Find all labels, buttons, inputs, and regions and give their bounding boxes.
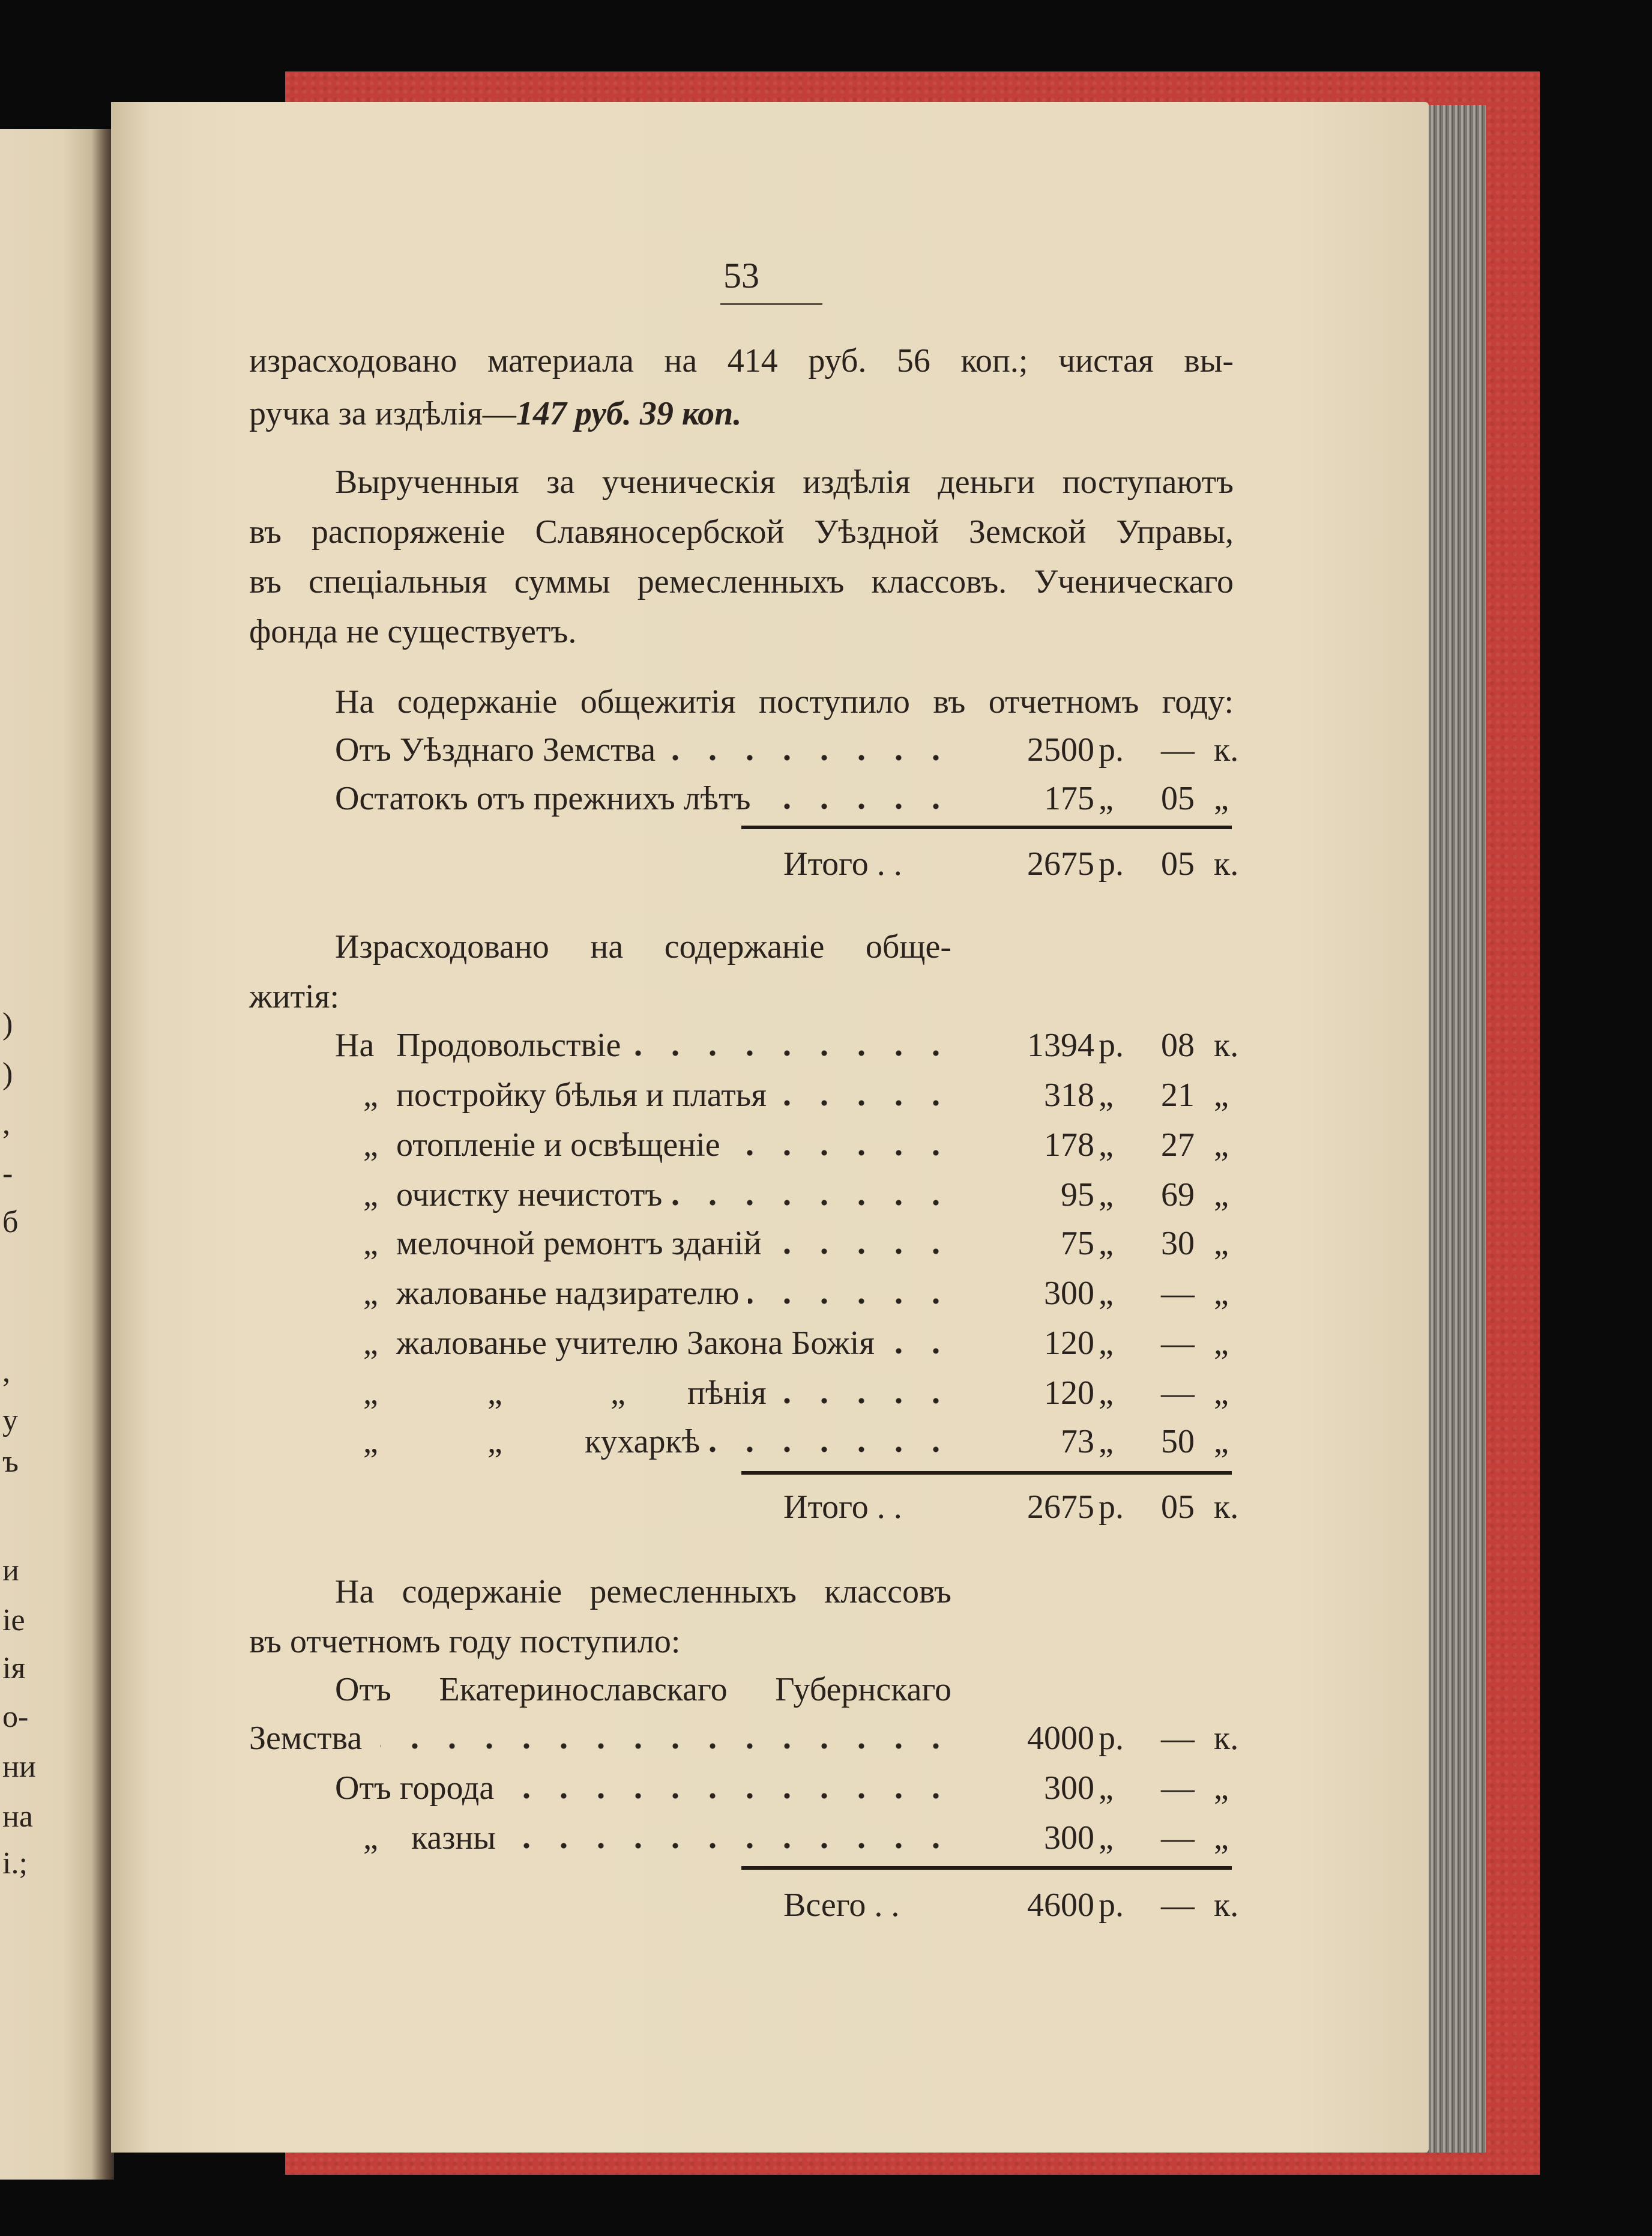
left-page-text-fragment: ) bbox=[2, 1007, 13, 1041]
sum-rule bbox=[741, 1471, 1232, 1475]
table-row bbox=[0, 1174, 1652, 1216]
unit-kopecks: „ bbox=[1214, 1077, 1229, 1114]
table-row bbox=[0, 778, 1652, 820]
leader-dots bbox=[629, 1024, 954, 1066]
left-page-text-fragment: и bbox=[2, 1553, 19, 1588]
amount-rubles: 120 bbox=[1044, 1374, 1094, 1412]
unit-rubles: р. bbox=[1099, 845, 1124, 883]
paragraph2-line4: фонда не существуетъ. bbox=[249, 613, 577, 650]
leader-dots bbox=[775, 1074, 954, 1116]
sum-rule bbox=[741, 1866, 1232, 1870]
ditto-mark: „ bbox=[363, 1176, 378, 1213]
amount-rubles: 73 bbox=[1061, 1423, 1094, 1460]
ditto-mark: „ bbox=[487, 1423, 502, 1460]
crafts-sub-line: Отъ Екатеринославскаго Губернскаго bbox=[335, 1671, 951, 1708]
unit-rubles: р. bbox=[1099, 1720, 1124, 1757]
left-page-text-fragment: , bbox=[2, 1355, 10, 1389]
table-row bbox=[0, 1817, 1652, 1859]
left-page-text-fragment: , bbox=[2, 1107, 10, 1141]
left-page-text-fragment: о- bbox=[2, 1700, 29, 1734]
crafts-heading-line1: На содержаніе ремесленныхъ классовъ bbox=[335, 1573, 951, 1610]
amount-rubles: 175 bbox=[1044, 780, 1094, 817]
amount-rubles: 318 bbox=[1044, 1077, 1094, 1114]
amount-rubles: 300 bbox=[1044, 1819, 1094, 1857]
amount-rubles: 120 bbox=[1044, 1325, 1094, 1362]
left-page-text-fragment: і.; bbox=[2, 1846, 28, 1881]
total-rubles: 2675 bbox=[1027, 845, 1094, 883]
unit-rubles: „ bbox=[1099, 1423, 1114, 1460]
paragraph1-line2 bbox=[249, 393, 741, 435]
unit-rubles: „ bbox=[1099, 1225, 1114, 1262]
amount-kopecks: 69 bbox=[1161, 1176, 1195, 1213]
table-row bbox=[0, 1024, 1652, 1066]
amount-kopecks: — bbox=[1161, 1720, 1195, 1757]
left-page-text-fragment: ъ bbox=[2, 1445, 19, 1479]
table-row bbox=[0, 1372, 1652, 1414]
unit-kopecks: „ bbox=[1214, 1225, 1229, 1262]
row-label: очистку нечистотъ bbox=[396, 1176, 663, 1213]
leader-dots bbox=[671, 1174, 954, 1216]
ditto-mark: „ bbox=[363, 1374, 378, 1412]
unit-kopecks: „ bbox=[1214, 1374, 1229, 1412]
unit-kopecks: „ bbox=[1214, 1126, 1229, 1164]
table-row bbox=[0, 1767, 1652, 1809]
unit-rubles: р. bbox=[1099, 1027, 1124, 1064]
table-row bbox=[0, 1222, 1652, 1265]
page-number-rule bbox=[720, 303, 822, 305]
left-page-text-fragment: у bbox=[2, 1403, 18, 1437]
ditto-mark: „ bbox=[610, 1374, 626, 1412]
total-rubles: 2675 bbox=[1027, 1488, 1094, 1526]
row-label: мелочной ремонтъ зданій bbox=[396, 1225, 762, 1262]
unit-kopecks: к. bbox=[1214, 1488, 1239, 1526]
ditto-mark: „ bbox=[487, 1374, 502, 1412]
amount-kopecks: 50 bbox=[1161, 1423, 1195, 1460]
amount-kopecks: 08 bbox=[1161, 1027, 1195, 1064]
unit-kopecks: к. bbox=[1214, 1027, 1239, 1064]
total-kopecks: — bbox=[1161, 1887, 1195, 1924]
paragraph2-line3: въ спеціальныя суммы ремесленныхъ классовъ. Ученическаго bbox=[249, 563, 1234, 600]
ditto-mark: „ bbox=[363, 1275, 378, 1312]
row-label: Отъ Уѣзднаго Земства bbox=[335, 731, 656, 769]
leader-dots bbox=[502, 1767, 954, 1809]
left-page-text-fragment: іе bbox=[2, 1603, 25, 1637]
total-row bbox=[0, 1884, 1652, 1926]
row-label: Земства bbox=[249, 1720, 363, 1757]
total-row bbox=[0, 1486, 1652, 1528]
total-kopecks: 05 bbox=[1161, 845, 1195, 883]
row-label: жалованье учителю Закона Божія bbox=[396, 1325, 875, 1362]
amount-rubles: 178 bbox=[1044, 1126, 1094, 1164]
unit-kopecks: „ bbox=[1214, 1423, 1229, 1460]
leader-dots bbox=[775, 1372, 954, 1414]
total-label: Итого . . bbox=[783, 1488, 902, 1526]
unit-kopecks: к. bbox=[1214, 731, 1239, 769]
ditto-mark: „ bbox=[363, 1423, 378, 1460]
total-label: Всего . . bbox=[783, 1887, 900, 1924]
row-label: Продовольствіе bbox=[396, 1027, 621, 1064]
amount-rubles: 75 bbox=[1061, 1225, 1094, 1262]
amount-rubles: 300 bbox=[1044, 1769, 1094, 1807]
left-page-text-fragment: ія bbox=[2, 1651, 26, 1685]
unit-kopecks: к. bbox=[1214, 845, 1239, 883]
left-page-text-fragment: - bbox=[2, 1156, 13, 1191]
income-dormitory-heading: На содержаніе общежитія поступило въ отчетномъ году: bbox=[335, 683, 1234, 721]
table-row bbox=[0, 1322, 1652, 1364]
ditto-mark: „ bbox=[363, 1077, 378, 1114]
unit-rubles: р. bbox=[1099, 1488, 1124, 1526]
row-label: постройку бѣлья и платья bbox=[396, 1077, 767, 1114]
unit-rubles: „ bbox=[1099, 1374, 1114, 1412]
unit-rubles: „ bbox=[1099, 1819, 1114, 1857]
unit-rubles: „ bbox=[1099, 1325, 1114, 1362]
row-label: отопленіе и освѣщеніе bbox=[396, 1126, 720, 1164]
crafts-heading-line2: въ отчетномъ году поступило: bbox=[249, 1623, 681, 1660]
amount-rubles: 4000 bbox=[1027, 1720, 1094, 1757]
table-row bbox=[0, 1272, 1652, 1314]
unit-rubles: „ bbox=[1099, 1176, 1114, 1213]
row-label: Остатокъ отъ прежнихъ лѣтъ bbox=[335, 780, 751, 817]
leader-dots bbox=[664, 729, 954, 771]
paragraph2-line2: въ распоряженіе Славяносербской Уѣздной Земской Управы, bbox=[249, 513, 1234, 551]
unit-kopecks: „ bbox=[1214, 1176, 1229, 1213]
amount-kopecks: 21 bbox=[1161, 1077, 1195, 1114]
unit-kopecks: „ bbox=[1214, 780, 1229, 817]
amount-kopecks: 30 bbox=[1161, 1225, 1195, 1262]
expenses-heading-line2: житія: bbox=[249, 978, 340, 1015]
total-kopecks: 05 bbox=[1161, 1488, 1195, 1526]
ditto-mark: „ bbox=[363, 1819, 378, 1857]
total-row bbox=[0, 843, 1652, 885]
unit-kopecks: „ bbox=[1214, 1819, 1229, 1857]
ditto-mark: „ bbox=[363, 1126, 378, 1164]
amount-kopecks: — bbox=[1161, 1374, 1195, 1412]
paragraph1-line1: израсходовано материала на 414 руб. 56 коп.; чистая вы- bbox=[249, 342, 1234, 379]
leader-dots bbox=[748, 1272, 954, 1314]
table-row bbox=[0, 1421, 1652, 1463]
ditto-mark: „ bbox=[363, 1225, 378, 1262]
leader-dots bbox=[729, 1124, 954, 1166]
amount-kopecks: — bbox=[1161, 1769, 1195, 1807]
table-row bbox=[0, 1074, 1652, 1116]
amount-kopecks: — bbox=[1161, 1275, 1195, 1312]
leader-dots bbox=[708, 1421, 954, 1463]
amount-kopecks: — bbox=[1161, 1819, 1195, 1857]
sum-rule bbox=[741, 826, 1232, 829]
unit-rubles: „ bbox=[1099, 1126, 1114, 1164]
unit-kopecks: „ bbox=[1214, 1325, 1229, 1362]
row-label: На bbox=[335, 1027, 375, 1064]
unit-rubles: „ bbox=[1099, 1275, 1114, 1312]
row-label: пѣнія bbox=[687, 1374, 767, 1412]
left-page-text-fragment: ) bbox=[2, 1057, 13, 1091]
unit-kopecks: „ bbox=[1214, 1275, 1229, 1312]
total-label: Итого . . bbox=[783, 845, 902, 883]
amount-kopecks: — bbox=[1161, 731, 1195, 769]
total-rubles: 4600 bbox=[1027, 1887, 1094, 1924]
row-label: жалованье надзирателю bbox=[396, 1275, 740, 1312]
unit-rubles: р. bbox=[1099, 1887, 1124, 1924]
left-page-text-fragment: ни bbox=[2, 1750, 36, 1784]
leader-dots bbox=[504, 1817, 954, 1859]
amount-rubles: 1394 bbox=[1027, 1027, 1094, 1064]
amount-kopecks: — bbox=[1161, 1325, 1195, 1362]
amount-rubles: 95 bbox=[1061, 1176, 1094, 1213]
table-row bbox=[0, 1717, 1652, 1759]
unit-kopecks: „ bbox=[1214, 1769, 1229, 1807]
paragraph2-line1: Вырученныя за ученическія издѣлія деньги поступаютъ bbox=[335, 464, 1234, 501]
amount-rubles: 300 bbox=[1044, 1275, 1094, 1312]
left-page-text-fragment: б bbox=[2, 1205, 19, 1239]
unit-rubles: р. bbox=[1099, 731, 1124, 769]
net-revenue: 147 руб. 39 коп. bbox=[516, 395, 742, 432]
amount-kopecks: 27 bbox=[1161, 1126, 1195, 1164]
expenses-heading-line1: Израсходовано на содержаніе обще- bbox=[335, 928, 951, 965]
unit-kopecks: к. bbox=[1214, 1720, 1239, 1757]
text: ручка за издѣлія— bbox=[249, 395, 516, 432]
amount-kopecks: 05 bbox=[1161, 780, 1195, 817]
unit-rubles: „ bbox=[1099, 1077, 1114, 1114]
leader-dots bbox=[883, 1322, 954, 1364]
leader-dots bbox=[770, 1222, 954, 1265]
ditto-mark: „ bbox=[363, 1325, 378, 1362]
left-page-text-fragment: на bbox=[2, 1799, 33, 1834]
unit-rubles: „ bbox=[1099, 1769, 1114, 1807]
row-label: кухаркѣ bbox=[585, 1423, 701, 1460]
leader-dots bbox=[759, 778, 954, 820]
table-row bbox=[0, 729, 1652, 771]
unit-rubles: „ bbox=[1099, 780, 1114, 817]
leader-dots bbox=[380, 1717, 954, 1759]
amount-rubles: 2500 bbox=[1027, 731, 1094, 769]
unit-kopecks: к. bbox=[1214, 1887, 1239, 1924]
page-number: 53 bbox=[723, 256, 759, 295]
row-label: казны bbox=[411, 1819, 496, 1857]
row-label: Отъ города bbox=[335, 1769, 495, 1807]
table-row bbox=[0, 1124, 1652, 1166]
